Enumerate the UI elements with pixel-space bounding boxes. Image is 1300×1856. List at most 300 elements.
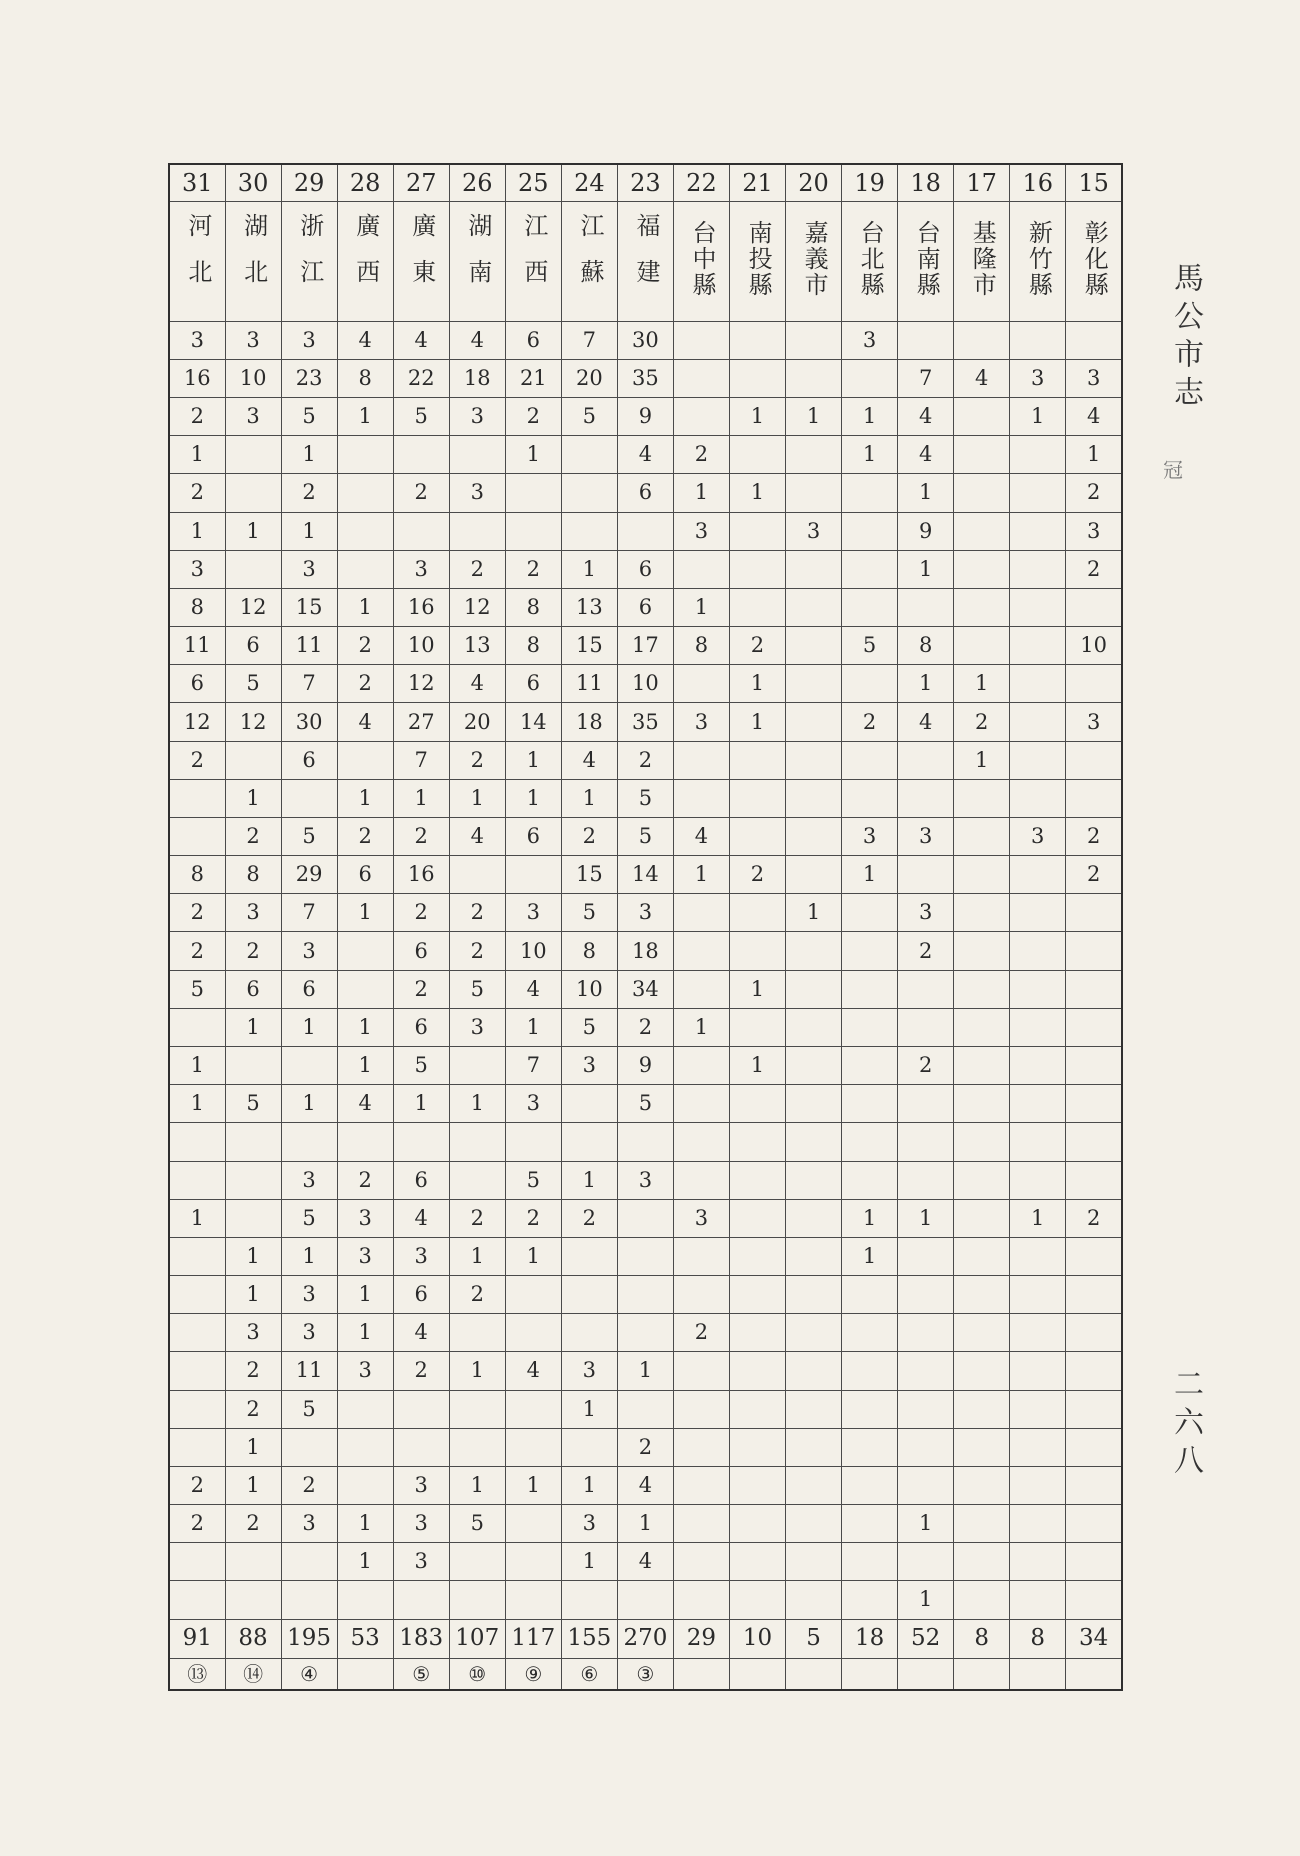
table-row — [169, 1276, 1122, 1314]
table-row — [169, 588, 1122, 626]
table-cell — [786, 1046, 842, 1084]
table-cell — [1010, 894, 1066, 932]
table-cell: 20 — [449, 703, 505, 741]
table-cell: 3 — [337, 1237, 393, 1275]
table-cell — [1010, 665, 1066, 703]
table-cell — [729, 1237, 785, 1275]
table-cell — [449, 1390, 505, 1428]
table-cell — [786, 321, 842, 359]
table-cell: 3 — [225, 321, 281, 359]
table-cell — [449, 1123, 505, 1161]
table-cell — [673, 359, 729, 397]
table-cell — [561, 1123, 617, 1161]
table-cell — [1066, 1466, 1122, 1504]
column-header — [617, 202, 673, 322]
table-cell: 2 — [225, 1390, 281, 1428]
table-cell — [898, 1390, 954, 1428]
table-cell — [954, 588, 1010, 626]
table-cell — [842, 1123, 898, 1161]
table-cell: 6 — [225, 970, 281, 1008]
table-cell: 1 — [169, 512, 225, 550]
table-cell — [729, 1123, 785, 1161]
table-cell: 2 — [729, 856, 785, 894]
table-cell — [673, 779, 729, 817]
table-cell — [673, 1543, 729, 1581]
table-cell — [169, 1161, 225, 1199]
table-cell: 1 — [169, 1199, 225, 1237]
column-header — [898, 202, 954, 322]
table-cell — [898, 741, 954, 779]
table-cell: 3 — [561, 1505, 617, 1543]
table-cell: 4 — [337, 1085, 393, 1123]
rank-cell — [1066, 1658, 1122, 1690]
page-number: 二六八 — [1168, 1368, 1203, 1482]
table-cell: 13 — [449, 627, 505, 665]
table-cell — [898, 1008, 954, 1046]
table-cell — [281, 1543, 337, 1581]
table-cell: 2 — [169, 1466, 225, 1504]
table-cell — [898, 970, 954, 1008]
table-cell — [898, 1428, 954, 1466]
table-row — [169, 1314, 1122, 1352]
column-name: 台北縣 — [856, 220, 885, 299]
table-cell: 1 — [842, 436, 898, 474]
table-cell — [1010, 1237, 1066, 1275]
table-row — [169, 1008, 1122, 1046]
table-cell: 16 — [393, 856, 449, 894]
table-cell: 2 — [449, 932, 505, 970]
table-cell — [673, 1466, 729, 1504]
table-cell — [842, 779, 898, 817]
table-cell — [1066, 1543, 1122, 1581]
table-cell: 8 — [898, 627, 954, 665]
table-cell — [505, 856, 561, 894]
table-row — [169, 321, 1122, 359]
table-cell: 1 — [898, 1199, 954, 1237]
table-cell: 15 — [281, 588, 337, 626]
table-cell — [225, 1161, 281, 1199]
table-cell — [786, 436, 842, 474]
table-cell — [954, 436, 1010, 474]
rank-cell: ⑤ — [393, 1658, 449, 1690]
table-cell: 35 — [617, 703, 673, 741]
table-cell — [898, 321, 954, 359]
table-cell: 6 — [393, 1276, 449, 1314]
table-cell — [786, 588, 842, 626]
table-cell: 1 — [337, 1008, 393, 1046]
table-cell — [505, 1543, 561, 1581]
table-cell: 5 — [617, 779, 673, 817]
table-cell — [393, 436, 449, 474]
table-cell — [898, 1123, 954, 1161]
table-cell — [842, 1161, 898, 1199]
table-cell: 1 — [337, 1543, 393, 1581]
total-cell: 107 — [449, 1619, 505, 1658]
table-cell — [1066, 970, 1122, 1008]
table-cell — [729, 1008, 785, 1046]
total-cell: 88 — [225, 1619, 281, 1658]
table-cell: 2 — [617, 741, 673, 779]
table-cell — [729, 512, 785, 550]
table-cell: 1 — [505, 1008, 561, 1046]
table-cell — [505, 474, 561, 512]
table-cell — [337, 970, 393, 1008]
table-cell: 14 — [617, 856, 673, 894]
table-cell — [954, 1581, 1010, 1619]
rank-cell — [898, 1658, 954, 1690]
table-cell — [898, 1314, 954, 1352]
table-row — [169, 474, 1122, 512]
table-row — [169, 1466, 1122, 1504]
table-cell — [786, 1314, 842, 1352]
table-cell — [954, 1543, 1010, 1581]
table-cell — [898, 1543, 954, 1581]
table-cell — [729, 588, 785, 626]
table-cell — [729, 817, 785, 855]
table-cell: 10 — [505, 932, 561, 970]
table-cell — [729, 741, 785, 779]
total-cell: 34 — [1066, 1619, 1122, 1658]
table-cell: 5 — [225, 665, 281, 703]
table-cell — [786, 550, 842, 588]
table-cell: 3 — [786, 512, 842, 550]
table-cell — [505, 1390, 561, 1428]
table-cell: 5 — [449, 970, 505, 1008]
table-cell — [786, 741, 842, 779]
table-cell: 5 — [449, 1505, 505, 1543]
table-cell: 7 — [281, 665, 337, 703]
table-cell — [1066, 588, 1122, 626]
column-number: 29 — [281, 164, 337, 202]
table-cell — [1010, 1276, 1066, 1314]
table-cell: 4 — [449, 817, 505, 855]
table-cell: 2 — [225, 1505, 281, 1543]
table-cell — [617, 1123, 673, 1161]
table-cell: 2 — [617, 1008, 673, 1046]
table-cell — [1066, 1314, 1122, 1352]
table-cell: 22 — [393, 359, 449, 397]
table-cell — [954, 1199, 1010, 1237]
table-cell: 4 — [898, 703, 954, 741]
column-number: 27 — [393, 164, 449, 202]
table-cell — [842, 512, 898, 550]
table-cell: 1 — [786, 398, 842, 436]
table-cell — [225, 741, 281, 779]
table-cell — [393, 1390, 449, 1428]
total-cell: 5 — [786, 1619, 842, 1658]
table-cell: 1 — [561, 1466, 617, 1504]
table-cell: 2 — [393, 894, 449, 932]
table-cell: 1 — [729, 665, 785, 703]
table-cell: 3 — [673, 703, 729, 741]
table-cell — [561, 474, 617, 512]
table-cell — [1010, 1505, 1066, 1543]
table-cell: 10 — [1066, 627, 1122, 665]
table-cell: 3 — [393, 1466, 449, 1504]
table-cell: 1 — [673, 474, 729, 512]
table-cell: 1 — [449, 1085, 505, 1123]
table-cell — [1066, 779, 1122, 817]
table-cell — [786, 856, 842, 894]
table-cell — [505, 1428, 561, 1466]
column-name: 江西 — [519, 213, 548, 306]
table-cell — [393, 512, 449, 550]
table-cell: 34 — [617, 970, 673, 1008]
table-cell: 1 — [393, 779, 449, 817]
table-cell: 4 — [449, 321, 505, 359]
column-header — [281, 202, 337, 322]
table-cell — [842, 1581, 898, 1619]
total-cell: 270 — [617, 1619, 673, 1658]
table-cell — [954, 1466, 1010, 1504]
table-cell — [1066, 1352, 1122, 1390]
table-cell: 1 — [337, 779, 393, 817]
table-cell: 1 — [898, 1581, 954, 1619]
table-row — [169, 817, 1122, 855]
column-number: 18 — [898, 164, 954, 202]
rank-cell: ⑭ — [225, 1658, 281, 1690]
table-cell — [842, 741, 898, 779]
table-cell — [954, 1390, 1010, 1428]
table-row — [169, 1199, 1122, 1237]
table-cell: 2 — [449, 1199, 505, 1237]
table-cell — [729, 1199, 785, 1237]
table-cell — [673, 970, 729, 1008]
table-cell — [786, 1276, 842, 1314]
table-cell — [729, 894, 785, 932]
table-cell — [1066, 1046, 1122, 1084]
population-origin-table — [168, 163, 1123, 1691]
table-cell: 6 — [617, 474, 673, 512]
table-cell: 2 — [281, 474, 337, 512]
total-cell: 195 — [281, 1619, 337, 1658]
table-cell: 1 — [281, 512, 337, 550]
table-row — [169, 1352, 1122, 1390]
table-cell: 3 — [393, 1543, 449, 1581]
table-cell — [673, 1352, 729, 1390]
table-cell: 2 — [169, 474, 225, 512]
table-cell: 1 — [169, 1046, 225, 1084]
column-header — [842, 202, 898, 322]
table-cell — [337, 550, 393, 588]
table-cell: 17 — [617, 627, 673, 665]
table-cell — [449, 1543, 505, 1581]
rank-cell: ④ — [281, 1658, 337, 1690]
table-row — [169, 1543, 1122, 1581]
table-cell — [1066, 1237, 1122, 1275]
table-cell: 5 — [281, 1199, 337, 1237]
table-cell: 6 — [281, 970, 337, 1008]
table-cell — [1010, 1123, 1066, 1161]
table-cell: 2 — [617, 1428, 673, 1466]
table-cell: 2 — [561, 1199, 617, 1237]
table-cell: 3 — [1066, 359, 1122, 397]
column-header — [786, 202, 842, 322]
table-cell — [1010, 1085, 1066, 1123]
table-cell — [954, 1428, 1010, 1466]
table-cell: 3 — [393, 1237, 449, 1275]
table-cell — [786, 1505, 842, 1543]
table-cell: 4 — [393, 321, 449, 359]
table-cell — [1066, 321, 1122, 359]
column-name: 南投縣 — [744, 220, 773, 299]
table-cell: 1 — [617, 1352, 673, 1390]
table-cell — [1066, 1581, 1122, 1619]
table-cell — [337, 474, 393, 512]
table-cell — [169, 1008, 225, 1046]
table-cell — [786, 665, 842, 703]
table-cell: 1 — [617, 1505, 673, 1543]
table-cell: 6 — [505, 321, 561, 359]
table-cell — [954, 1276, 1010, 1314]
table-cell — [786, 1123, 842, 1161]
table-row — [169, 1505, 1122, 1543]
table-cell — [337, 1390, 393, 1428]
table-cell: 7 — [281, 894, 337, 932]
column-name: 廣東 — [407, 213, 436, 306]
table-cell: 1 — [281, 1085, 337, 1123]
table-cell — [954, 779, 1010, 817]
table-cell — [842, 1352, 898, 1390]
table-cell — [673, 1161, 729, 1199]
table-cell: 12 — [225, 703, 281, 741]
column-number: 15 — [1066, 164, 1122, 202]
table-cell: 8 — [505, 588, 561, 626]
header-name-row — [169, 202, 1122, 322]
table-cell: 3 — [169, 550, 225, 588]
table-cell: 1 — [898, 550, 954, 588]
table-row — [169, 665, 1122, 703]
table-cell — [1010, 1390, 1066, 1428]
rank-cell — [337, 1658, 393, 1690]
table-cell: 14 — [505, 703, 561, 741]
table-cell: 5 — [617, 1085, 673, 1123]
column-name: 新竹縣 — [1024, 220, 1053, 299]
table-cell — [842, 1046, 898, 1084]
table-cell — [225, 1199, 281, 1237]
table-cell: 2 — [673, 1314, 729, 1352]
table-cell: 1 — [842, 1237, 898, 1275]
column-number: 26 — [449, 164, 505, 202]
table-cell — [281, 1123, 337, 1161]
table-cell — [1066, 1008, 1122, 1046]
table-cell: 27 — [393, 703, 449, 741]
table-cell — [561, 1085, 617, 1123]
table-row — [169, 1085, 1122, 1123]
table-cell: 3 — [169, 321, 225, 359]
table-cell — [169, 1123, 225, 1161]
table-cell — [1010, 1581, 1066, 1619]
table-cell — [842, 359, 898, 397]
table-cell: 3 — [393, 550, 449, 588]
table-cell: 1 — [1010, 1199, 1066, 1237]
table-cell — [729, 359, 785, 397]
table-cell — [1010, 741, 1066, 779]
table-cell: 1 — [449, 779, 505, 817]
table-cell — [842, 1505, 898, 1543]
table-cell: 6 — [505, 665, 561, 703]
table-cell — [337, 436, 393, 474]
table-cell — [729, 321, 785, 359]
column-name: 湖北 — [239, 213, 268, 306]
table-cell — [842, 1276, 898, 1314]
column-name: 江蘇 — [575, 213, 604, 306]
table-cell: 1 — [729, 970, 785, 1008]
table-cell — [561, 1581, 617, 1619]
column-name: 河北 — [183, 213, 212, 306]
column-name: 湖南 — [463, 213, 492, 306]
table-cell — [898, 1352, 954, 1390]
table-cell: 1 — [1010, 398, 1066, 436]
table-cell: 1 — [225, 1276, 281, 1314]
table-cell: 7 — [393, 741, 449, 779]
table-cell: 3 — [281, 1505, 337, 1543]
table-cell — [786, 1008, 842, 1046]
table-cell: 6 — [393, 1161, 449, 1199]
table-cell: 18 — [617, 932, 673, 970]
table-cell — [842, 1314, 898, 1352]
table-cell: 1 — [842, 398, 898, 436]
table-cell: 11 — [169, 627, 225, 665]
table-row — [169, 741, 1122, 779]
table-cell — [449, 436, 505, 474]
table-cell: 6 — [617, 550, 673, 588]
table-row — [169, 550, 1122, 588]
table-cell: 1 — [673, 588, 729, 626]
rank-cell — [673, 1658, 729, 1690]
table-cell — [842, 1466, 898, 1504]
table-cell: 2 — [449, 550, 505, 588]
column-header — [393, 202, 449, 322]
table-cell — [505, 1123, 561, 1161]
table-cell: 2 — [449, 741, 505, 779]
table-cell — [1066, 1390, 1122, 1428]
table-row — [169, 779, 1122, 817]
table-cell — [617, 1276, 673, 1314]
table-cell — [673, 1046, 729, 1084]
table-cell: 1 — [169, 436, 225, 474]
table-cell: 3 — [898, 817, 954, 855]
table-row — [169, 1581, 1122, 1619]
table-row — [169, 1390, 1122, 1428]
table-cell: 1 — [449, 1466, 505, 1504]
table-cell: 3 — [281, 1161, 337, 1199]
table-cell: 4 — [617, 1466, 673, 1504]
table-cell — [281, 1581, 337, 1619]
table-cell: 5 — [561, 1008, 617, 1046]
table-cell — [1010, 627, 1066, 665]
rank-cell: ⑬ — [169, 1658, 225, 1690]
table-cell: 1 — [898, 665, 954, 703]
table-cell: 1 — [281, 436, 337, 474]
table-cell: 3 — [281, 321, 337, 359]
table-cell — [673, 1123, 729, 1161]
table-cell: 5 — [842, 627, 898, 665]
table-cell — [954, 398, 1010, 436]
table-cell — [786, 970, 842, 1008]
table-cell — [449, 1046, 505, 1084]
table-cell: 3 — [281, 550, 337, 588]
table-cell: 1 — [954, 665, 1010, 703]
table-cell — [225, 474, 281, 512]
rank-cell: ⑥ — [561, 1658, 617, 1690]
table-cell: 3 — [673, 1199, 729, 1237]
table-cell: 2 — [393, 970, 449, 1008]
table-cell: 1 — [673, 856, 729, 894]
table-cell — [1010, 474, 1066, 512]
table-row — [169, 1237, 1122, 1275]
column-number: 22 — [673, 164, 729, 202]
